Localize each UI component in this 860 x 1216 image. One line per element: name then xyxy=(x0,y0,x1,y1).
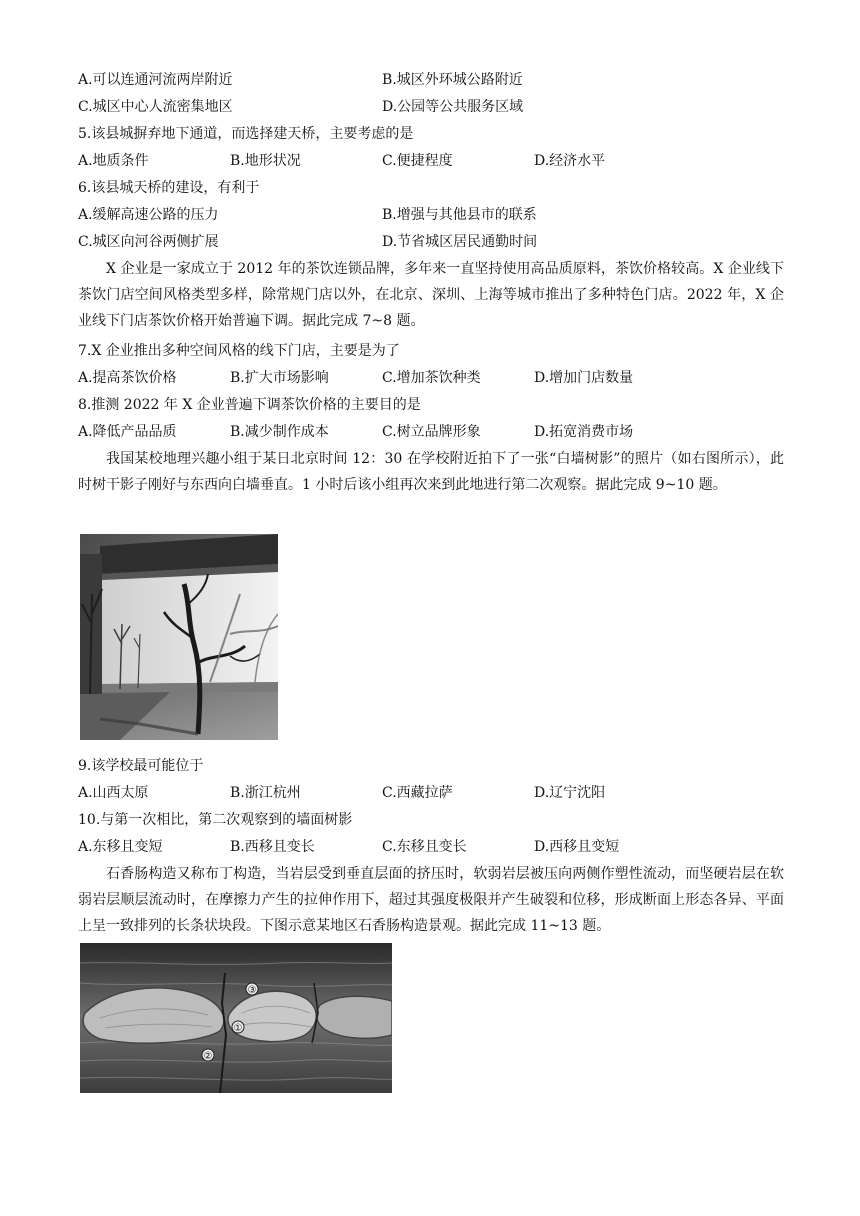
q4-option-d: D.公园等公共服务区域 xyxy=(382,99,524,115)
q8-option-c: C.树立品牌形象 xyxy=(382,424,481,440)
rock-label-2: ② xyxy=(203,1051,213,1062)
q8-stem: 8.推测 2022 年 X 企业普遍下调茶饮价格的主要目的是 xyxy=(78,397,421,413)
q5-option-c: C.便捷程度 xyxy=(382,153,453,169)
rock-label-1: ① xyxy=(233,1023,243,1034)
q9-option-b: B.浙江杭州 xyxy=(230,785,301,801)
q9-option-a: A.山西太原 xyxy=(78,785,149,801)
q8-option-b: B.减少制作成本 xyxy=(230,424,329,440)
q4-option-b: B.城区外环城公路附近 xyxy=(382,72,523,88)
q10-stem: 10.与第一次相比，第二次观察到的墙面树影 xyxy=(78,812,353,828)
q4-option-a: A.可以连通河流两岸附近 xyxy=(78,72,233,88)
q4-option-c: C.城区中心人流密集地区 xyxy=(78,99,233,115)
q6-option-c: C.城区向河谷两侧扩展 xyxy=(78,234,219,250)
q8-option-a: A.降低产品品质 xyxy=(78,424,177,440)
q5-stem: 5.该县城摒弃地下通道，而选择建天桥，主要考虑的是 xyxy=(78,126,414,142)
q8-option-d: D.拓宽消费市场 xyxy=(534,424,634,440)
q5-option-b: B.地形状况 xyxy=(230,153,301,169)
q6-option-d: D.节省城区居民通勤时间 xyxy=(382,234,538,250)
q9-option-c: C.西藏拉萨 xyxy=(382,785,453,801)
q7-option-a: A.提高茶饮价格 xyxy=(78,370,177,386)
q5-option-d: D.经济水平 xyxy=(534,153,606,169)
q6-option-b: B.增强与其他县市的联系 xyxy=(382,207,537,223)
wall-shadow-photo xyxy=(80,534,278,740)
rock-label-3: ③ xyxy=(247,985,257,996)
q10-option-c: C.东移且变长 xyxy=(382,839,467,855)
q7-option-c: C.增加茶饮种类 xyxy=(382,370,481,386)
passage-11-13: 石香肠构造又称布丁构造，当岩层受到垂直层面的挤压时，软弱岩层被压向两侧作塑性流动，而坚硬岩层在软弱岩层顺层流动时，在摩擦力产生的拉伸作用下，超过其强度极限并产生破裂和位移，形成断面上形态各异、平面上呈一致排列的长条状块段。下图示意某地区石香肠构造景观。据此完成 11~13 题。 xyxy=(78,866,784,934)
boudinage-rock-photo xyxy=(80,943,392,1093)
q9-stem: 9.该学校最可能位于 xyxy=(78,758,204,774)
q7-option-d: D.增加门店数量 xyxy=(534,370,634,386)
q6-option-a: A.缓解高速公路的压力 xyxy=(78,207,219,223)
q5-option-a: A.地质条件 xyxy=(78,153,149,169)
passage-7-8: X 企业是一家成立于 2012 年的茶饮连锁品牌，多年来一直坚持使用高品质原料，茶饮价格较高。X 企业线下茶饮门店空间风格类型多样，除常规门店以外，在北京、深圳、上海等城市推出了多种特色门店。2022 年，X 企业线下门店茶饮价格开始普遍下调。据此完成 7~8 题。 xyxy=(78,261,784,329)
q10-option-a: A.东移且变短 xyxy=(78,839,163,855)
passage-9-10: 我国某校地理兴趣小组于某日北京时间 12：30 在学校附近拍下了一张“白墙树影”的照片（如右图所示），此时树干影子刚好与东西向白墙垂直。1 小时后该小组再次来到此地进行第二次观察。据此完成 9~10 题。 xyxy=(78,451,784,493)
q9-option-d: D.辽宁沈阳 xyxy=(534,785,606,801)
q7-option-b: B.扩大市场影响 xyxy=(230,370,329,386)
q10-option-d: D.西移且变短 xyxy=(534,839,620,855)
q6-stem: 6.该县城天桥的建设，有利于 xyxy=(78,180,260,196)
q7-stem: 7.X 企业推出多种空间风格的线下门店，主要是为了 xyxy=(78,343,400,359)
q10-option-b: B.西移且变长 xyxy=(230,839,315,855)
